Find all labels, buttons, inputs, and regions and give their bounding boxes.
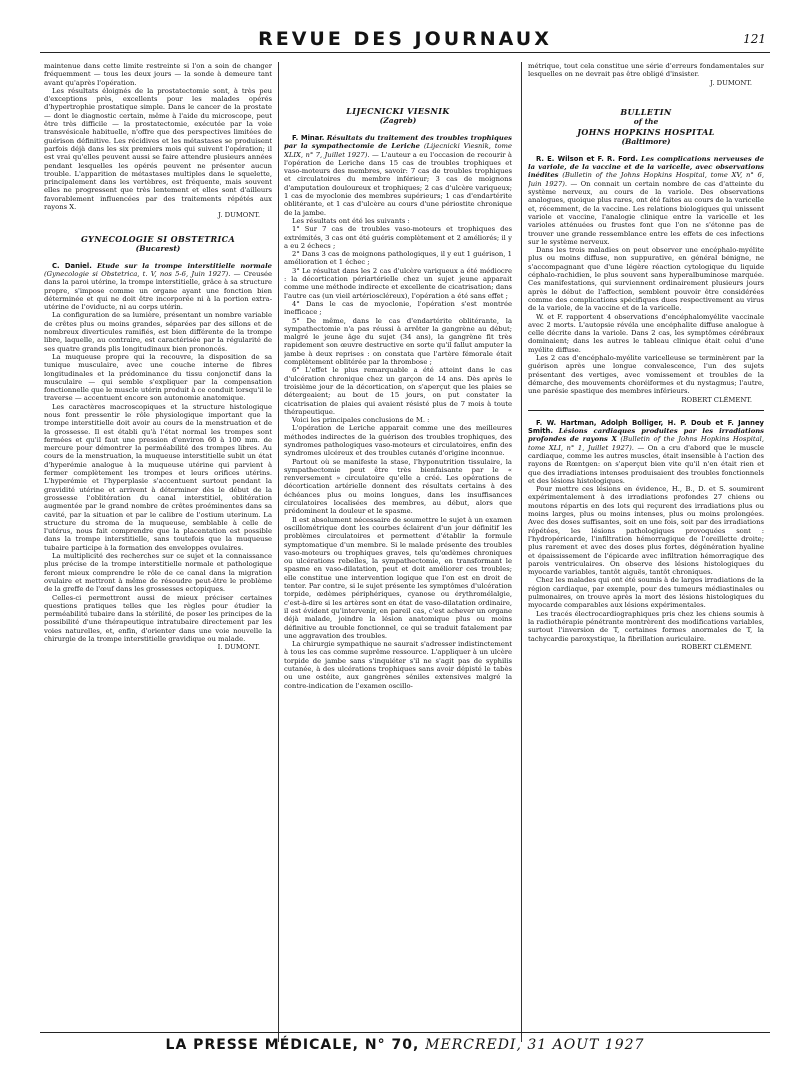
article-reference: (Lijecnicki Viesnik, tome XLIX, n° 7, Juillet 1927). [284, 142, 512, 159]
article-paragraph: Les résultats ont été les suivants : [292, 216, 410, 225]
article-lead: — On a cru d'abord que le muscle cardiaque, comme les autres muscles, était insensible à l'action des rayons de Rœntgen: on s'aperçut bien vite qu'il n'en était rien et que des irradiations intenses produisaient des troubles fonctionnels et des lésions histologiques. [528, 443, 764, 485]
article-paragraph: 2° Dans 3 cas de moignons pathologiques, il y eut 1 guérison, 1 amélioration et 1 échec ; [284, 250, 512, 267]
article-intro [528, 419, 764, 485]
column-2 [284, 62, 512, 1024]
article-reference: (Gynecologie si Obstetrica, t. V, nos 5-6, Juin 1927). [44, 269, 231, 278]
article-paragraph: Dans les trois maladies on peut observer une encéphalo-myélite plus ou moins diffuse, non suppurative, en général bénigne, ne s'accompagnant que d'une légère réaction cytologique du liquide céphalo-rachidien, le plus souvent sans hyperalbuminose marquée. Ces manifestations, qui surviennent ordinairement plusieurs jours après le début de l'affection, semblent pouvoir être considérées comme des complications spécifiques dues respectivement au virus de la variole, de la vaccine et de la varicelle. [528, 246, 764, 313]
column-rule-left [278, 62, 279, 1042]
article-reference: (Bulletin of the Johns Hopkins Hospital, tome XV, n° 6, Juin 1927). [528, 171, 764, 188]
section-city: (Bucarest) [135, 243, 181, 253]
article-author: F. Minar. [292, 134, 325, 142]
article-paragraph: Les tracés électrocardiographiques pris chez les chiens soumis à la radiothérapie pénétrante montrèrent des modifications variables, surtout l'inversion de T, certaines formes anormales de T, la tachycardie paroxystique, la fibrillation auriculaire. [528, 609, 764, 643]
article-author: R. E. Wilson et F. R. Ford. [536, 154, 638, 163]
section-name: JOHNS HOPKINS HOSPITAL [577, 126, 715, 137]
article-title: Lésions cardiaques produites par les irradiations profondes de rayons X [528, 427, 764, 444]
article-author: C. Daniel. [52, 261, 92, 270]
article-paragraph: Pour mettre ces lésions en évidence, H., B., D. et S. soumirent expérimentalement à des irradiations profondes 27 chiens ou moutons répartis en des lots qui reçurent des irradiations plus ou moins larges, plus ou moins intenses, plus ou moins prolongées. Avec des doses suffisantes, soit en une fois, soit par des irradiations répétées, les lésions pathologiques provoquées sont : l'hydropéricarde, l'infiltration hémorragique de l'oreillette droite; plus rarement et avec des doses plus fortes, dégénération hyaline et épaississement de l'épicarde avec infiltration hémorragique des parois ventriculaires. On observe des lésions histologiques du myocarde variables, tantôt aiguës, tantôt chroniques. [528, 485, 764, 577]
intro-paragraph: métrique, tout cela constitue une série d'erreurs fondamentales sur lesquelles on ne devrait pas être obligé d'insister. [528, 62, 764, 79]
signature: ROBERT CLÉMENT. [681, 642, 752, 651]
article-lead: — On connait un certain nombre de cas d'atteinte du système nerveux, au cours de la variole. Des observations analogues, quoique plus rares, ont été faites au cours de la varicelle et, récemment, de la vaccine. Les relations biologiques qui unissent variole et vaccine, l'analogie clinique entre la varicelle et les varioles atténuées ou frustes font que l'on ne s'étonne pas de trouver une grande ressemblance entre les effets de ces infections sur le système nerveux. [528, 179, 764, 246]
article-paragraph: Les caractères macroscopiques et la structure histologique nous font pressentir le rôle physiologique important que la trompe interstitielle doit avoir au cours de la menstruation et de la grossesse. Il est établi qu'à l'état normal les trompes sont fermées et qu'il faut une pression d'environ 60 à 100 mm. de mercure pour démontrer la perméabilité des trompes libres. Au cours de la menstruation, la muqueuse interstitielle subit un état d'hyperémie analogue à la muqueuse utérine qui parvient à fermer complètement les trompes et leurs orifices utérins. L'hyperémie et l'hyperplasie s'accentuent surtout pendant la gravidité utérine et arrivent à déterminer dès le début de la grossesse l'oblitération du canal interstitiel, oblitération augmentée par le grand nombre de crêtes proéminentes dans sa cavité, par la situation et par le calibre de l'ostium uterinum. La structure du stroma de la muqueuse, semblable à celle de l'utérus, nous fait comprendre que la placentation est possible dans la trompe interstitielle, sans toutefois que la muqueuse tubaire participe à la formation des enveloppes ovulaires. [44, 402, 272, 552]
article-paragraph: La configuration de sa lumière, présentant un nombre variable de crêtes plus ou moins grandes, séparées par des sillons et de nombreux diverticules ramifiés, est bien différente de la trompe libre, laquelle, au contraire, est caractérisée par la régularité de ses quatre grands plis longitudinaux bien prononcés. [44, 311, 272, 353]
article-reference: (Bulletin of the Johns Hopkins Hospital, tome XLI, n° 1, Juillet 1927). [528, 435, 764, 452]
article-paragraph: 4° Dans le cas de myoclonie, l'opération s'est montrée inefficace ; [284, 299, 512, 317]
article-divider [528, 410, 764, 411]
article-author: F. W. Hartman, Adolph Bolliger, H. P. Doub et F. Janney Smith. [528, 418, 764, 436]
intro-paragraph: Les résultats éloignés de la prostatectomie sont, à très peu d'exceptions près, excellents pour les malades opérés d'hypertrophie prostatique simple. Dans le cancer de la prostate — dont le diagnostic certain, même à l'aide du microscope, peut être très difficile — la prostatectomie, exécutée par la voie transvésicale habituelle, n'offre que des perspectives limitées de guérison définitive. Les récidives et les métastases se produisent parfois déjà dans les six premiers mois qui suivent l'opération; il est vrai qu'elles peuvent aussi se faire attendre plusieurs années pendant lesquelles les opérés peuvent ne présenter aucun trouble. L'apparition de métastases multiples dans le squelette, principalement dans les vertèbres, est fréquente, mais souvent elles ne progressent que très lentement et elles sont d'ailleurs favorablement influencées par des traitements répétés aux rayons X. [44, 86, 272, 212]
article-lead: — Creusée dans la paroi utérine, la trompe interstitielle, grâce à sa structure propre, s'impose comme un organe ayant une fonction bien déterminée et qui ne doit être incorporée ni à la portion extra-utérine de l'oviducte, ni au corps utérin. [44, 269, 272, 312]
page-header [40, 22, 770, 53]
signature: I. DUMONT. [217, 643, 260, 652]
signature: J. DUMONT. [218, 211, 260, 220]
signature: J. DUMONT. [710, 78, 752, 87]
page-number: 121 [743, 32, 766, 46]
article-paragraph: 6° L'effet le plus remarquable a été atteint dans le cas d'ulcération chronique chez un garçon de 14 ans. Dès après le troisième jour de la décortication, on s'aperçut que les plaies se détergeaient; au bout de 15 jours, on put constater la cicatrisation de plaies qui avaient résisté plus de 7 mois à toute thérapeutique. [284, 366, 512, 416]
footer-journal: LA PRESSE MÉDICALE, N° 70, [165, 1037, 420, 1053]
article-paragraph: W. et F. rapportent 4 observations d'encéphalomyélite vaccinale avec 2 morts. L'autopsie révéla une encéphalite diffuse analogue à celle décrite dans la variole. Dans 2 cas, les symptômes cérébraux dominaient; dans les autres le tableau clinique était celui d'une myélite diffuse. [528, 312, 764, 354]
article-intro [528, 155, 764, 246]
section-of: of the [633, 116, 659, 126]
article-paragraph: Il est absolument nécessaire de soumettre le sujet à un examen oscillométrique dont les courbes éclairent d'un jour définitif les problèmes circulatoires et permettent d'établir la formule symptomatique d'un membre. Si le malade présente des troubles vaso-moteurs ou trophiques graves, tels qu'œdèmes chroniques ou ulcérations rebelles, la sympathectomie, en transformant le spasme en vaso-dilatation, peut et doit améliorer ces troubles; elle constitue une intervention logique que l'on est en droit de tenter. Par contre, si le sujet présente les symptômes d'ulcération torpide, œdèmes périphériques, cyanose ou érythromélalgie, c'est-à-dire si les artères sont en état de vaso-dilatation ordinaire, il est évident qu'intervenir, en pareil cas, c'est achever un organe déjà malade, joindre la lésion anatomique plus ou moins définitive au trouble fonctionnel, ce qui se traduit fatalement par une aggravation des troubles. [284, 515, 512, 640]
article-intro [44, 262, 272, 312]
article-paragraph: La multiplicité des recherches sur ce sujet et la connaissance plus précise de la trompe interstitielle normale et pathologique feront mieux comprendre le rôle de ce canal dans la migration ovulaire et mettront à même de résoudre peut-être le problème de la greffe de l'œuf dans les grossesses ectopiques. [44, 552, 272, 594]
article-paragraph: Celles-ci permettront aussi de mieux préciser certaines questions pratiques telles que les règles pour étudier la perméabilité tubaire dans la stérilité, de poser les principes de la possibilité d'une thérapeutique intratubaire directement par les voies naturelles, et, enfin, d'orienter dans une voie nouvelle la chirurgie de la trompe interstitielle gravidique ou malade. [44, 593, 272, 643]
article-lead: — L'auteur a eu l'occasion de recourir à l'opération de Leriche dans 15 cas de troubles trophiques et vaso-moteurs des membres, savoir: 7 cas de troubles trophiques et circulatoires du membre inférieur; 3 cas de moignons d'amputation douloureux et trophiques; 2 cas d'ulcère variqueux; 1 cas de myoclonie des membres supérieurs; 1 cas d'endartérite oblitérante, et 1 cas d'ulcère au cours d'une périostite chronique de la jambe. [284, 150, 512, 217]
column-3 [528, 62, 764, 1024]
article-paragraph: La chirurgie sympathique ne saurait s'adresser indistinctement à tous les cas comme suprême ressource. L'appliquer à un ulcère torpide de jambe sans s'inquiéter s'il ne s'agit pas de syphilis cutanée, à des ulcérations trophiques sans avoir dépisté le tabès ou une ostéite, aux gangrènes séniles extensives malgré la contre-indication de l'examen oscillo- [284, 640, 512, 690]
running-title: REVUE DES JOURNAUX [258, 28, 552, 50]
article-paragraph: 3° Le résultat dans les 2 cas d'ulcère variqueux a été médiocre : la décortication périartérielle chez un sujet jeune apparait comme une méthode indirecte et excellente de cicatrisation; dans l'autre cas (un vieil artérioscléreux), l'opération a été sans effet ; [284, 266, 512, 300]
article-intro [284, 134, 512, 217]
section-city: (Baltimore) [621, 136, 671, 146]
signature: ROBERT CLÉMENT. [681, 395, 752, 404]
section-city: (Zagreb) [379, 116, 417, 125]
article-paragraph: Voici les principales conclusions de M. : [292, 416, 430, 425]
section-title: GYNECOLOGIE SI OBSTETRICA [80, 233, 236, 244]
article-paragraph: Les 2 cas d'encéphalo-myélite varicelleuse se terminèrent par la guérison après une longue convalescence, l'un des sujets présentant des vertiges, avec vomissement et troubles de la démarche, des mouvements choréiformes et du nystagmus; l'autre, une parésie spastique des membres inférieurs. [528, 354, 764, 396]
article-paragraph: Partout où se manifeste la stase, l'hyponutrition tissulaire, la sympathectomie peut être très bienfaisante par le « renversement » circulatoire qu'elle a créé. Les opérations de décortication artérielle donnent des résultats certains à des échéances plus ou moins longues, dans les insuffisances circulatoires localisées des membres, au début, alors que prédominent la douleur et le spasme. [284, 457, 512, 516]
article-paragraph: 1° Sur 7 cas de troubles vaso-moteurs et trophiques des extrémités, 3 cas ont été guéris complètement et 2 améliorés; il y a eu 2 échecs ; [284, 225, 512, 250]
article-title: Résultats du traitement des troubles trophiques par la sympathectomie de Leriche [284, 134, 512, 151]
column-rule-right [521, 62, 522, 1042]
intro-paragraph: maintenue dans cette limite restreinte si l'on a soin de changer fréquemment — tous les deux jours — la sonde à demeure tant avant qu'après l'opération. [44, 62, 272, 87]
article-paragraph: La muqueuse propre qui la recouvre, la disposition de sa tunique musculaire, avec une couche interne de fibres longitudinales et la prédominance du tissu conjonctif dans la musculaire — qui semble s'expliquer par la compensation fonctionnelle que le muscle utérin produit à ce conduit lorsqu'il le traverse — accentuent encore son autonomie anatomique. [44, 352, 272, 403]
section-title: BULLETIN [620, 106, 672, 117]
article-paragraph: Chez les malades qui ont été soumis à de larges irradiations de la région cardiaque, par exemple, pour des tumeurs médiastinales ou pulmonaires, on trouve après la mort des lésions histologiques du myocarde comparables aux lésions expérimentales. [528, 576, 764, 610]
column-1 [44, 62, 272, 1024]
section-title: LIJECNICKI VIESNIK [346, 106, 450, 116]
article-title: Les complications nerveuses de la variole, de la vaccine et de la varicelle, avec observations inédites [528, 154, 764, 180]
article-paragraph: L'opération de Leriche apparait comme une des meilleures méthodes indirectes de la guérison des troubles trophiques, des syndromes pathologiques vaso-moteurs et circulatoires, enfin des syndromes ulcéreux et des troubles cutanés d'origine inconnue. [284, 424, 512, 458]
article-title: Etude sur la trompe interstitielle normale [96, 261, 272, 270]
page-footer [40, 1032, 770, 1057]
footer-line [166, 1037, 645, 1053]
article-paragraph: 5° De même, dans le cas d'endartérite oblitérante, la sympathectomie n'a pas réussi à arrêter la gangrène au début; malgré le jeune âge du sujet (34 ans), la gangrène fit très rapidement son œuvre destructive en sorte qu'il fallut amputer la jambe à deux reprises : on constata que l'artère fémorale était complètement oblitérée par la thrombose ; [284, 316, 512, 367]
footer-date: MERCREDI, 31 AOUT 1927 [425, 1037, 645, 1053]
